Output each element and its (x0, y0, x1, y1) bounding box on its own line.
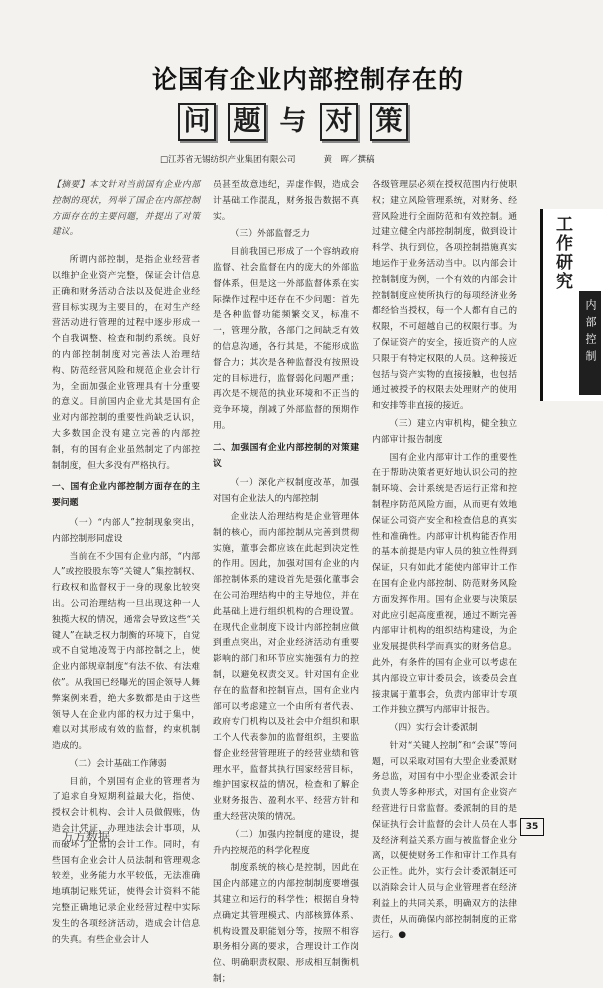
subtitle-char: 问 (178, 103, 216, 141)
subtitle-char: 策 (370, 103, 408, 141)
paragraph: 针对“关键人控制”和“会谋”等问题，可以采取对国有大型企业委派财务总监，对国有中小型企业委派会计负责人等多种形式，对国有企业资产经营进行日常监督。委派制的目的是保证执行会计监督的会计人员在人事及经济利益关系方面与被监督企业分离，以便使财务工作和审计工作具有公正性。此外，实行会计委派制还可以消除会计人员与企业管理者在经济利益上的共同关系，明确双方的法律责任，从而确保内部控制制度的正常运行。● (372, 740, 517, 941)
abstract: 【摘要】本文针对当前国有企业内部控制的现状，列举了国企在内部控制方面存在的主要问题，并提出了对策建议。 (52, 180, 200, 238)
article-title: 论国有企业内部控制存在的 (151, 65, 464, 94)
subtitle-char: 对 (320, 103, 358, 141)
text-column-3 (372, 178, 517, 941)
page-number: 35 (520, 818, 544, 836)
subsection-heading: （四）实行会计委派制 (389, 723, 478, 734)
subsection-heading: （二）会计基础工作薄弱 (69, 758, 167, 769)
section-heading: 二、加强国有企业内部控制的对策建议 (213, 442, 359, 469)
subsection-heading: （一）“内部人”控制现象突出，内部控制形同虚设 (52, 517, 200, 544)
paragraph: 员甚至故意违纪，弄虚作假，造成会计基础工作混乱，财务报告数据不真实。 (213, 180, 359, 222)
subsection-heading: （三）建立内审机构，健全独立内部审计报告制度 (372, 418, 517, 445)
subsection-heading: （一）深化产权制度改革，加强对国有企业法人的内部控制 (213, 478, 359, 505)
side-tab-title: 工作研究 (552, 215, 572, 291)
database-watermark: 万方数据 (62, 830, 111, 844)
paragraph: 当前在不少国有企业内部，“内部人”或控股股东等“关键人”集控制权、行政权和监督权于一身的现象比较突出。公司治理结构一旦出现这种一人独揽大权的情况，通常会导致这些“关键人”在缺乏权力制衡的环境下，自觉或不自觉地凌驾于内部控制之上，使企业内部规章制度“有法不依、有法难依”。从我国已经曝光的国企领导人舞弊案例来看，绝大多数都是由于这些领导人在企业内部的权力过于集中，难以对其形成有效的监督，约束机制造成的。 (52, 551, 200, 752)
paragraph: 制度系统的核心是控制，因此在国企内部建立的内部控制制度要增强其建立和运行的科学性；根据自身特点确定其管理模式、内部核算体系、机构设置及职能划分等，按照不相容职务相分离的要求，合理设计工作岗位、明确职责权限、形成相互制衡机制； (213, 863, 359, 985)
side-tab-section: 内部控制 (584, 299, 597, 367)
section-side-tab (540, 209, 603, 401)
paragraph: 目前我国已形成了一个容纳政府监督、社会监督在内的庞大的外部监督体系，但是这一外部监督体系在实际操作过程中还存在不少问题：首先是各种监督功能频繁交叉，标准不一，管理分散，各部门之间缺乏有效的信息沟通，各行其是，不能形成监督合力；其次是各种监督没有按照设定的目标进行，监督弱化问题严重；再次是不规范的执业环境和不正当的竞争环境，削减了外部监督的预期作用。 (213, 247, 359, 431)
subtitle-char: 与 (279, 106, 307, 137)
subsection-heading: （二）加强内控制度的建设，提升内控规范的科学化程度 (213, 829, 359, 856)
paragraph: 国有企业内部审计工作的重要性在于帮助决策者更好地认识公司的控制环境、会计系统是否运行正常和控制程序防范风险方面，从而更有效地保证公司资产安全和检查信息的真实性和准确性。内部审计机构能否作用的基本前提是内审人员的独立性得到保证，只有如此才能使内部审计工作在国有企业内部控制、防范财务风险方面发挥作用。国有企业要与决策层对此应引起高度重视，通过不断完善内部审计机构的组织结构建设，为企业发展提供科学而真实的财务信息。此外，有条件的国有企业可以考虑在其内部设立审计委员会，该委员会直接隶属于董事会，负责内部审计专项工作并独立撰写内部审计报告。 (372, 452, 517, 716)
side-tab-section-box (579, 291, 601, 395)
byline (160, 153, 580, 165)
author-name: 黄 晖／撰稿 (323, 155, 375, 165)
text-column-2 (213, 178, 359, 985)
subtitle-char: 题 (228, 103, 266, 141)
subsection-heading: （三）外部监督乏力 (230, 229, 310, 240)
article-subtitle (178, 100, 408, 144)
section-heading: 一、国有企业内部控制方面存在的主要问题 (52, 482, 200, 509)
paragraph: 企业法人治理结构是企业管理体制的核心，而内部控制从完善到贯彻实施，董事会都应该在此起到决定性的作用。因此，加强对国有企业的内部控制体系的建设首先是强化董事会在公司治理结构中的主导地位，并在此基础上进行组织机构的合理设置。在现代企业制度下设计内部控制应做到重点突出，对企业经济活动有重要影响的部门和环节应实施强有力的控制，以避免权责交叉。针对国有企业存在的监督和控制盲点，国有企业内部可以考虑建立一个由所有者代表、政府专门机构以及社会中介组织和职工个人代表参加的监督组织，主要监督企业经营管理班子的经营业绩和管理水平，监督其执行国家经营目标，维护国家权益的情况，检查和了解企业财务报告、盈利水平、经营方针和重大经营决策的情况。 (213, 511, 359, 823)
paragraph: 各级管理层必须在授权范围内行使职权；建立风险管理系统，对财务、经营风险进行全面防范和有效控制。通过建立健全内部控制制度，做到设计科学、执行到位，各项控制措施真实地运作于业务活动当中。以内部会计控制制度为例，一个有效的内部会计控制制度应使所执行的每项经济业务都经恰当授权，每一个人都有自己的权限，不可超越自己的权限行事。为了保证资产的安全，接近资产的人应只限于有特定权限的人员。这种接近包括与资产实物的直接接触，也包括通过被授予的权限去处理财产的使用和安排等非直接的接近。 (372, 180, 517, 412)
author-organization: □江苏省无锡纺织产业集团有限公司 (160, 155, 296, 165)
paragraph: 目前，个别国有企业的管理者为了追求自身短期利益最大化，指使、授权会计机构、会计人员做假账，伪造会计凭证，办理违法会计事项，从而破坏了正常的会计工作。同时，有些国有企业会计人员法制和管理观念较差，业务能力水平较低，无法准确地填制记账凭证，使得会计资料不能完整正确地记录企业经营过程中实际发生的各项经济活动，造成会计信息的失真。有些企业会计人 (52, 776, 200, 945)
paragraph: 所谓内部控制，是指企业经营者以维护企业资产完整，保证会计信息正确和财务活动合法以及促进企业经营目标实现为主要目的，在对生产经营活动进行管理的过程中逐步形成一个自我调整、检查和制约系统。良好的内部控制制度对完善法人治理结构、防范经营风险和规范企业会计行为，全面加强企业管理具有十分重要的意义。目前国内企业尤其是国有企业对内部控制的重要性尚缺乏认识，大多数国企没有建立完善的内部控制，有的国有企业虽然制定了内部控制制度，但大多没有严格执行。 (52, 255, 200, 471)
